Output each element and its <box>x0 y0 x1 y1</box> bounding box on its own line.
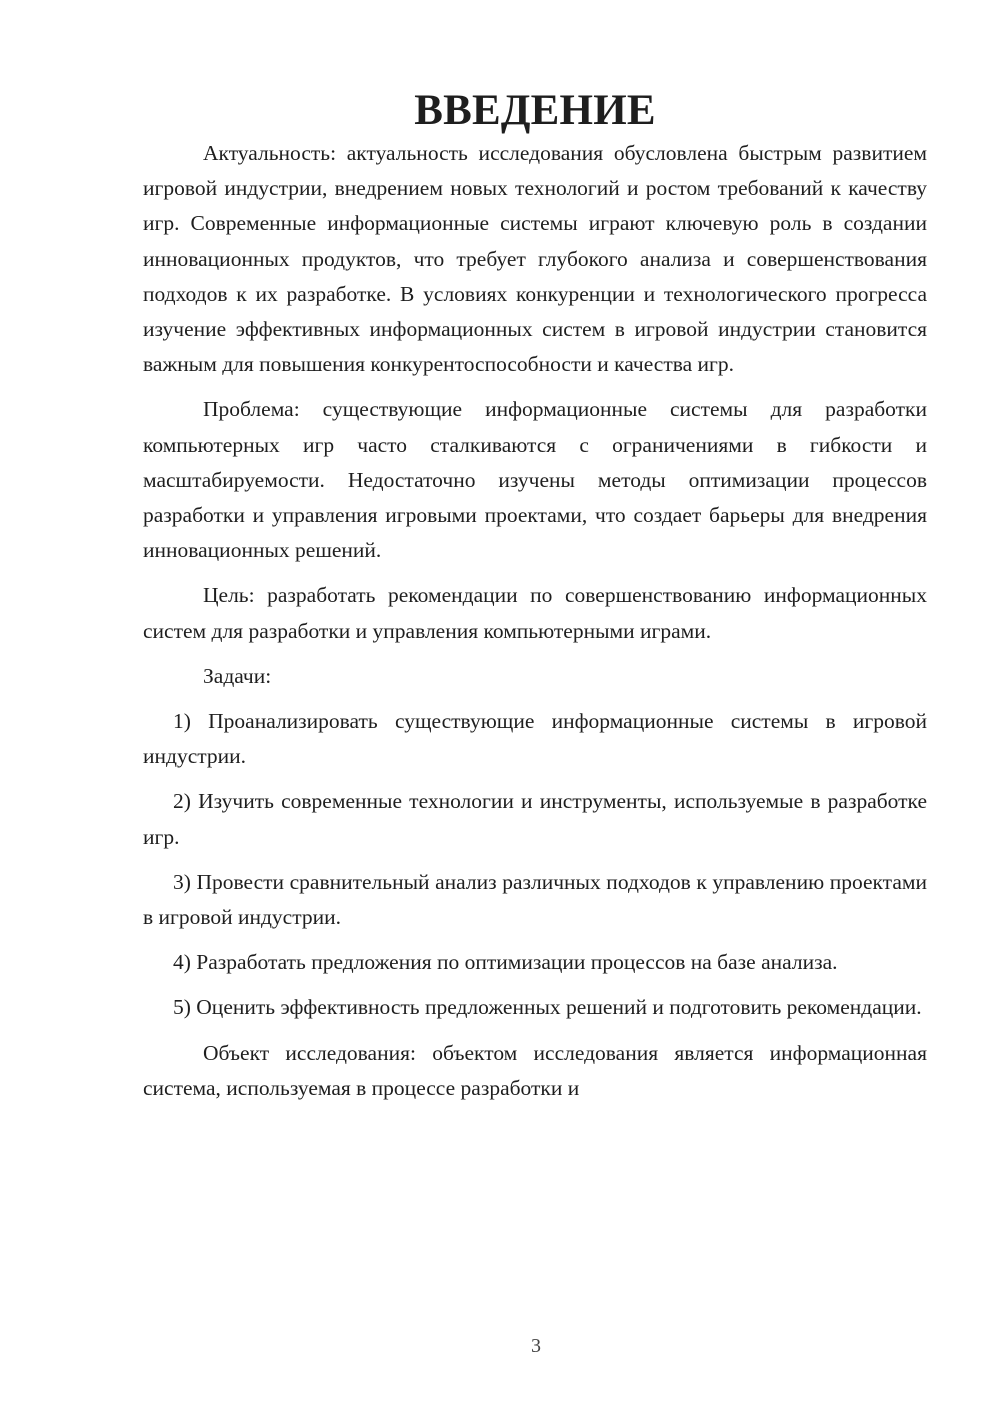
task-item: 2) Изучить современные технологии и инструменты, используемые в разработке игр. <box>143 789 927 849</box>
task-item: 5) Оценить эффективность предложенных решений и подготовить рекомендации. <box>173 995 922 1020</box>
page-number: 3 <box>531 1335 541 1357</box>
page-content <box>143 87 927 1106</box>
section-heading: ВВЕДЕНИЕ <box>414 87 656 134</box>
task-item: 3) Провести сравнительный анализ различных подходов к управлению проектами в игровой индустрии. <box>143 869 927 930</box>
goal-paragraph: Цель: разработать рекомендации по совершенствованию информационных систем для разработки и управления компьютерными играми. <box>143 583 927 643</box>
task-item: 4) Разработать предложения по оптимизации процессов на базе анализа. <box>173 950 838 975</box>
tasks-label: Задачи: <box>203 663 272 688</box>
problem-paragraph: Проблема: существующие информационные системы для разработки компьютерных игр часто сталкиваются с ограничениями в гибкости и масштабируемости. Недостаточно изучены методы оптимизации процессов разработки и управления игровыми проектами, что создает барьеры для внедрения инновационных решений. <box>143 397 927 563</box>
relevance-paragraph: Актуальность: актуальность исследования обусловлена быстрым развитием игровой индустрии, внедрением новых технологий и ростом требований к качеству игр. Современные информационные системы играют ключевую роль в создании инновационных продуктов, что требует глубокого анализа и совершенствования подходов к их разработке. В условиях конкуренции и технологического прогресса изучение эффективных информационных систем в игровой индустрии становится важным для повышения конкурентоспособности и качества игр. <box>143 141 927 377</box>
task-item: 1) Проанализировать существующие информационные системы в игровой индустрии. <box>143 709 927 769</box>
object-paragraph: Объект исследования: объектом исследования является информационная система, используемая в процессе разработки и <box>143 1040 927 1100</box>
